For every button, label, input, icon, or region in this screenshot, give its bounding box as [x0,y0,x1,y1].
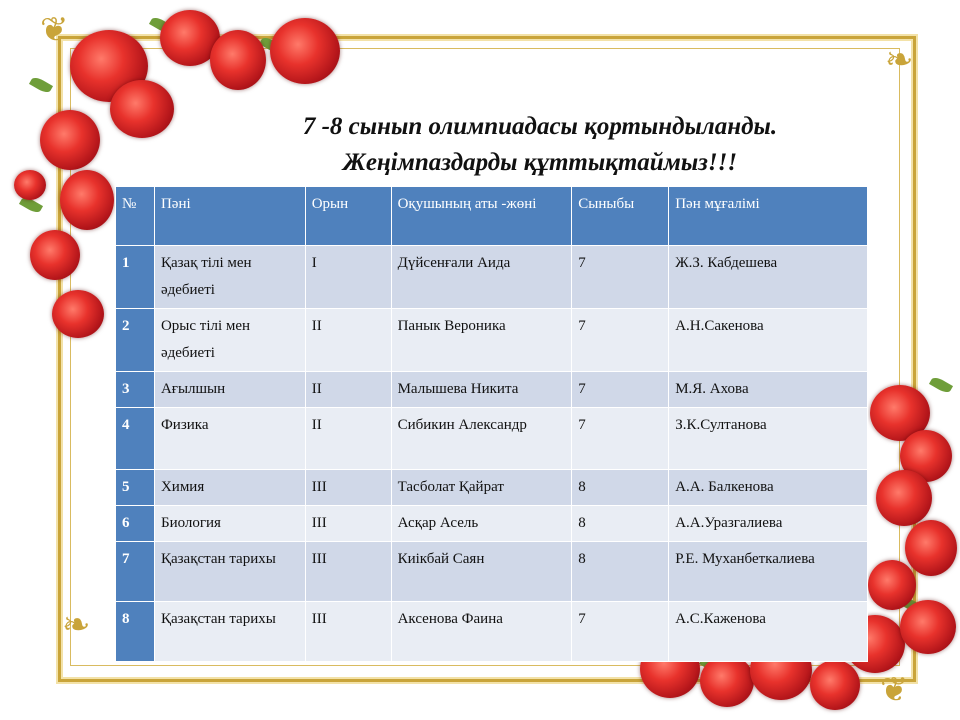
header-place: Орын [305,187,391,246]
row-place: I [305,246,391,309]
olympiad-results-table [115,186,868,662]
table-row [116,602,868,662]
row-number: 3 [116,372,155,408]
row-teacher: А.Н.Сакенова [669,309,868,372]
row-grade: 8 [572,542,669,602]
row-number: 7 [116,542,155,602]
table-row [116,506,868,542]
page-title: 7 -8 сынып олимпиадасы қортындыланды. [302,113,778,140]
row-subject: Қазақстан тарихы [154,602,305,662]
flourish-icon: ❧ [62,607,91,644]
table-row [116,470,868,506]
row-subject: Қазақстан тарихы [154,542,305,602]
row-number: 1 [116,246,155,309]
row-subject: Орыс тілі мен әдебиеті [154,309,305,372]
row-teacher: А.А.Уразгалиева [669,506,868,542]
row-place: III [305,602,391,662]
row-place: III [305,542,391,602]
row-subject: Биология [154,506,305,542]
header-number: № [116,187,155,246]
row-student: Сибикин Александр [391,408,572,470]
row-teacher: З.К.Султанова [669,408,868,470]
row-place: II [305,408,391,470]
row-grade: 8 [572,470,669,506]
row-number: 5 [116,470,155,506]
row-grade: 7 [572,309,669,372]
row-student: Киікбай Саян [391,542,572,602]
row-student: Панык Вероника [391,309,572,372]
row-grade: 8 [572,506,669,542]
row-number: 4 [116,408,155,470]
row-teacher: Ж.З. Кабдешева [669,246,868,309]
row-teacher: А.С.Каженова [669,602,868,662]
header-teacher: Пән мұғалімі [669,187,868,246]
row-grade: 7 [572,372,669,408]
row-grade: 7 [572,408,669,470]
flourish-icon: ❧ [885,42,914,79]
table-row [116,542,868,602]
row-number: 6 [116,506,155,542]
table-row [116,309,868,372]
row-student: Аксенова Фаина [391,602,572,662]
row-place: II [305,309,391,372]
row-grade: 7 [572,246,669,309]
row-place: II [305,372,391,408]
row-teacher: М.Я. Ахова [669,372,868,408]
row-subject: Физика [154,408,305,470]
row-student: Асқар Асель [391,506,572,542]
row-subject: Ағылшын [154,372,305,408]
row-teacher: А.А. Балкенова [669,470,868,506]
header-subject: Пәні [154,187,305,246]
header-grade: Сыныбы [572,187,669,246]
flourish-icon: ❦ [880,672,909,709]
row-student: Дүйсенғали Аида [391,246,572,309]
row-place: III [305,506,391,542]
row-number: 2 [116,309,155,372]
row-subject: Химия [154,470,305,506]
row-number: 8 [116,602,155,662]
row-subject: Қазақ тілі мен әдебиеті [154,246,305,309]
table-row [116,372,868,408]
row-student: Малышева Никита [391,372,572,408]
flourish-icon: ❦ [40,12,69,49]
row-place: III [305,470,391,506]
table-row [116,408,868,470]
table-header-row [116,187,868,246]
row-student: Тасболат Қайрат [391,470,572,506]
table-row [116,246,868,309]
page-subtitle: Жеңімпаздарды құттықтаймыз!!! [342,149,738,176]
row-teacher: Р.Е. Муханбеткалиева [669,542,868,602]
header-student: Оқушының аты -жөні [391,187,572,246]
row-grade: 7 [572,602,669,662]
